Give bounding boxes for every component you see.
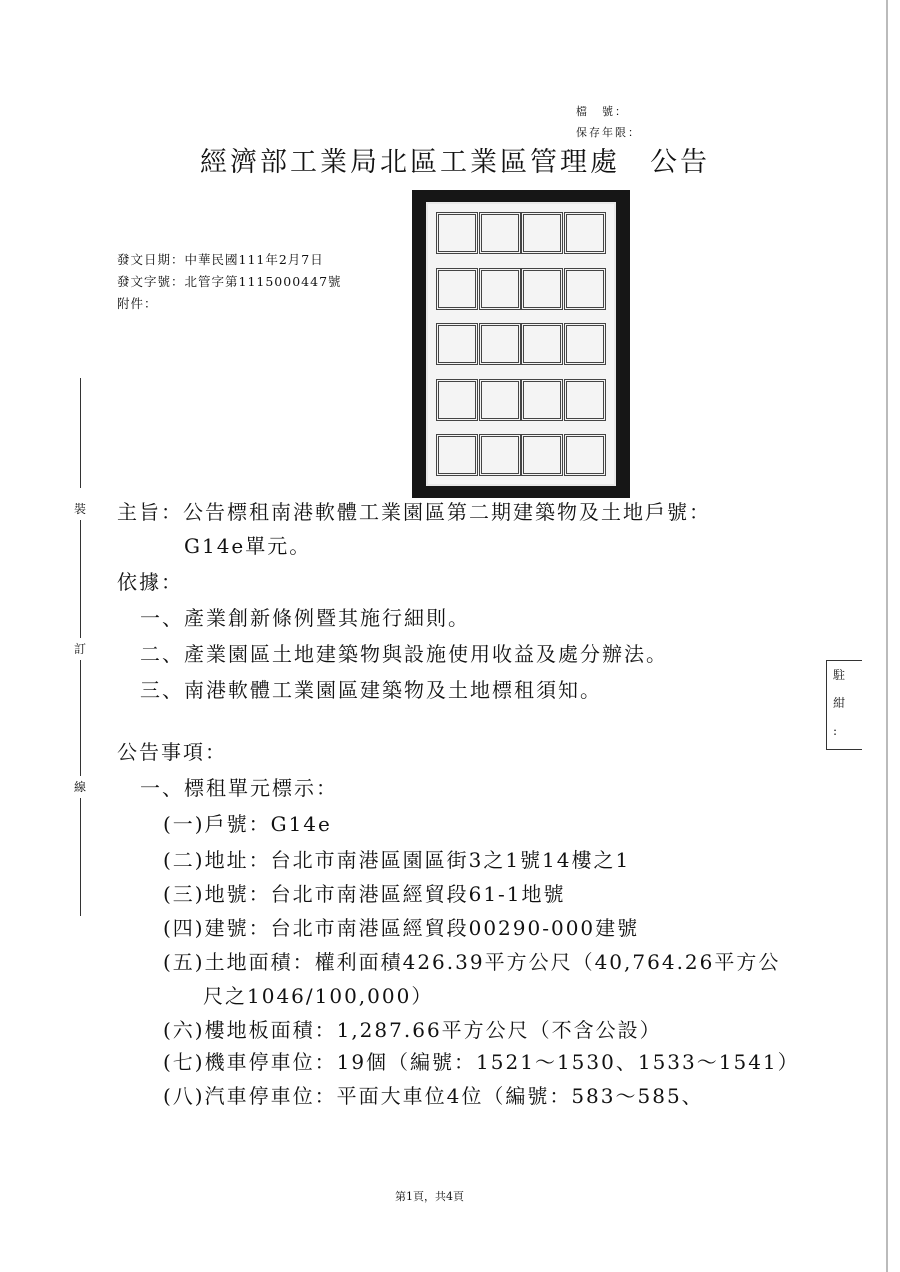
side-tag-line-1: 駐: [833, 668, 846, 682]
seal-glyph: [564, 434, 606, 476]
subject-line-1: 主旨：公告標租南港軟體工業園區第二期建築物及土地戶號：: [117, 500, 711, 524]
seal-glyph: [479, 434, 521, 476]
official-seal-stamp: [412, 190, 630, 498]
notice-item-3: (三)地號：台北市南港區經貿段61-1地號: [163, 882, 566, 906]
attachment-label: 附件：: [117, 296, 158, 311]
notice-label: 公告事項：: [117, 740, 227, 764]
notice-item-8: (八)汽車停車位：平面大車位4位（編號：583～585、: [163, 1084, 704, 1108]
notice-section-1-title: 一、標租單元標示：: [140, 776, 338, 800]
retention-period-label: 保存年限：: [576, 126, 641, 139]
seal-glyph: [521, 379, 563, 421]
seal-glyph: [564, 379, 606, 421]
seal-glyph: [479, 379, 521, 421]
seal-glyph: [436, 268, 478, 310]
seal-glyph: [436, 212, 478, 254]
issue-date: 發文日期：中華民國111年2月7日: [117, 252, 324, 267]
notice-item-4: (四)建號：台北市南港區經貿段00290-000建號: [163, 916, 640, 940]
subject-line-2: G14e單元。: [184, 534, 312, 558]
seal-glyph: [564, 212, 606, 254]
basis-item-2: 二、產業園區土地建築物與設施使用收益及處分辦法。: [140, 642, 668, 666]
seal-glyph: [521, 323, 563, 365]
notice-item-2: (二)地址：台北市南港區園區街3之1號14樓之1: [163, 848, 631, 872]
seal-glyph: [436, 434, 478, 476]
seal-glyph: [479, 323, 521, 365]
binding-mark-1: 裝: [74, 502, 87, 516]
notice-item-7: (七)機車停車位：19個（編號：1521～1530、1533～1541）: [163, 1050, 800, 1074]
seal-glyph: [436, 379, 478, 421]
side-tag-line-3: :: [833, 724, 838, 738]
side-tag-line-2: 紺: [833, 696, 846, 710]
seal-glyph: [521, 434, 563, 476]
page-title: 經濟部工業局北區工業區管理處 公告: [200, 147, 710, 178]
notice-item-5-cont: 尺之1046/100,000）: [203, 984, 434, 1008]
seal-glyph: [521, 212, 563, 254]
page-number: 第1頁，共4頁: [395, 1190, 464, 1203]
basis-item-3: 三、南港軟體工業園區建築物及土地標租須知。: [140, 678, 602, 702]
binding-mark-2: 訂: [74, 642, 87, 656]
seal-glyph: [521, 268, 563, 310]
notice-item-5: (五)土地面積：權利面積426.39平方公尺（40,764.26平方公: [163, 950, 781, 974]
binding-line-middle: [80, 520, 81, 638]
seal-glyph: [479, 212, 521, 254]
basis-item-1: 一、產業創新條例暨其施行細則。: [140, 606, 470, 630]
seal-glyph: [564, 268, 606, 310]
seal-glyph: [436, 323, 478, 365]
notice-item-6: (六)樓地板面積：1,287.66平方公尺（不含公設）: [163, 1018, 662, 1042]
side-tab-note: [826, 660, 862, 750]
file-number-label: 檔 號：: [576, 105, 628, 118]
seal-glyph: [479, 268, 521, 310]
binding-line-lower: [80, 660, 81, 776]
document-number: 發文字號：北管字第1115000447號: [117, 274, 342, 289]
basis-label: 依據：: [117, 570, 183, 594]
notice-item-1: (一)戶號：G14e: [163, 812, 332, 836]
seal-glyph: [564, 323, 606, 365]
binding-mark-3: 線: [74, 780, 87, 794]
page-edge-shadow: [886, 0, 888, 1272]
binding-line-bottom: [80, 798, 81, 916]
binding-line-top: [80, 378, 81, 488]
